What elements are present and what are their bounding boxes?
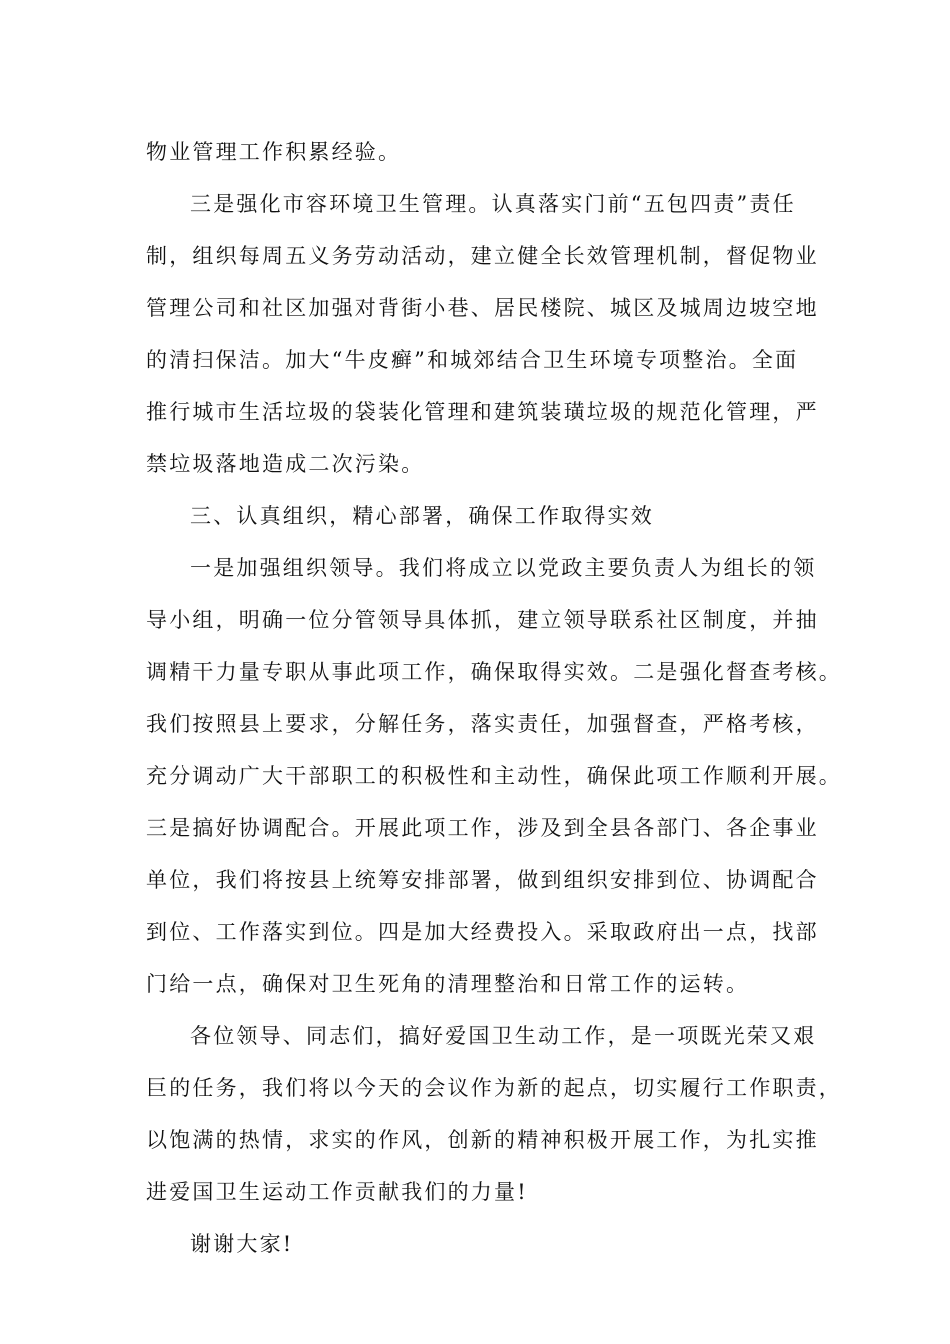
- body-line-20: 以饱满的热情，求实的作风，创新的精神积极开展工作，为扎实推: [146, 1128, 819, 1152]
- body-line-14: 三是搞好协调配合。开展此项工作，涉及到全县各部门、各企事业: [146, 816, 819, 840]
- body-line-15: 单位，我们将按县上统筹安排部署，做到组织安排到位、协调配合: [146, 868, 819, 892]
- body-line-13: 充分调动广大干部职工的积极性和主动性，确保此项工作顺利开展。: [146, 764, 842, 788]
- body-line-4: 管理公司和社区加强对背街小巷、居民楼院、城区及城周边坡空地: [146, 296, 819, 320]
- body-line-1: 物业管理工作积累经验。: [146, 140, 402, 164]
- body-line-9: 一是加强组织领导。我们将成立以党政主要负责人为组长的领: [190, 556, 817, 580]
- body-line-12: 我们按照县上要求，分解任务，落实责任，加强督查，严格考核，: [146, 712, 819, 736]
- body-line-11: 调精干力量专职从事此项工作，确保取得实效。二是强化督查考核。: [146, 660, 842, 684]
- body-line-5: 的清扫保洁。加大“牛皮癣”和城郊结合卫生环境专项整治。全面: [146, 348, 799, 372]
- body-line-21: 进爱国卫生运动工作贡献我们的力量!: [146, 1180, 528, 1204]
- body-line-3: 制，组织每周五义务劳动活动，建立健全长效管理机制，督促物业: [146, 244, 819, 268]
- body-line-17: 门给一点，确保对卫生死角的清理整治和日常工作的运转。: [146, 972, 750, 996]
- body-line-19: 巨的任务，我们将以今天的会议作为新的起点，切实履行工作职责，: [146, 1076, 842, 1100]
- body-line-10: 导小组，明确一位分管领导具体抓，建立领导联系社区制度，并抽: [146, 608, 819, 632]
- document-body: [146, 126, 842, 1270]
- section-heading: 三、认真组织，精心部署，确保工作取得实效: [190, 504, 654, 528]
- closing-thanks: 谢谢大家!: [190, 1232, 294, 1256]
- body-line-6: 推行城市生活垃圾的袋装化管理和建筑装璜垃圾的规范化管理，严: [146, 400, 819, 424]
- body-line-2: 三是强化市容环境卫生管理。认真落实门前“五包四责”责任: [190, 192, 796, 216]
- body-line-18: 各位领导、同志们，搞好爱国卫生动工作，是一项既光荣又艰: [190, 1024, 817, 1048]
- body-line-7: 禁垃圾落地造成二次污染。: [146, 452, 425, 476]
- body-line-16: 到位、工作落实到位。四是加大经费投入。采取政府出一点，找部: [146, 920, 819, 944]
